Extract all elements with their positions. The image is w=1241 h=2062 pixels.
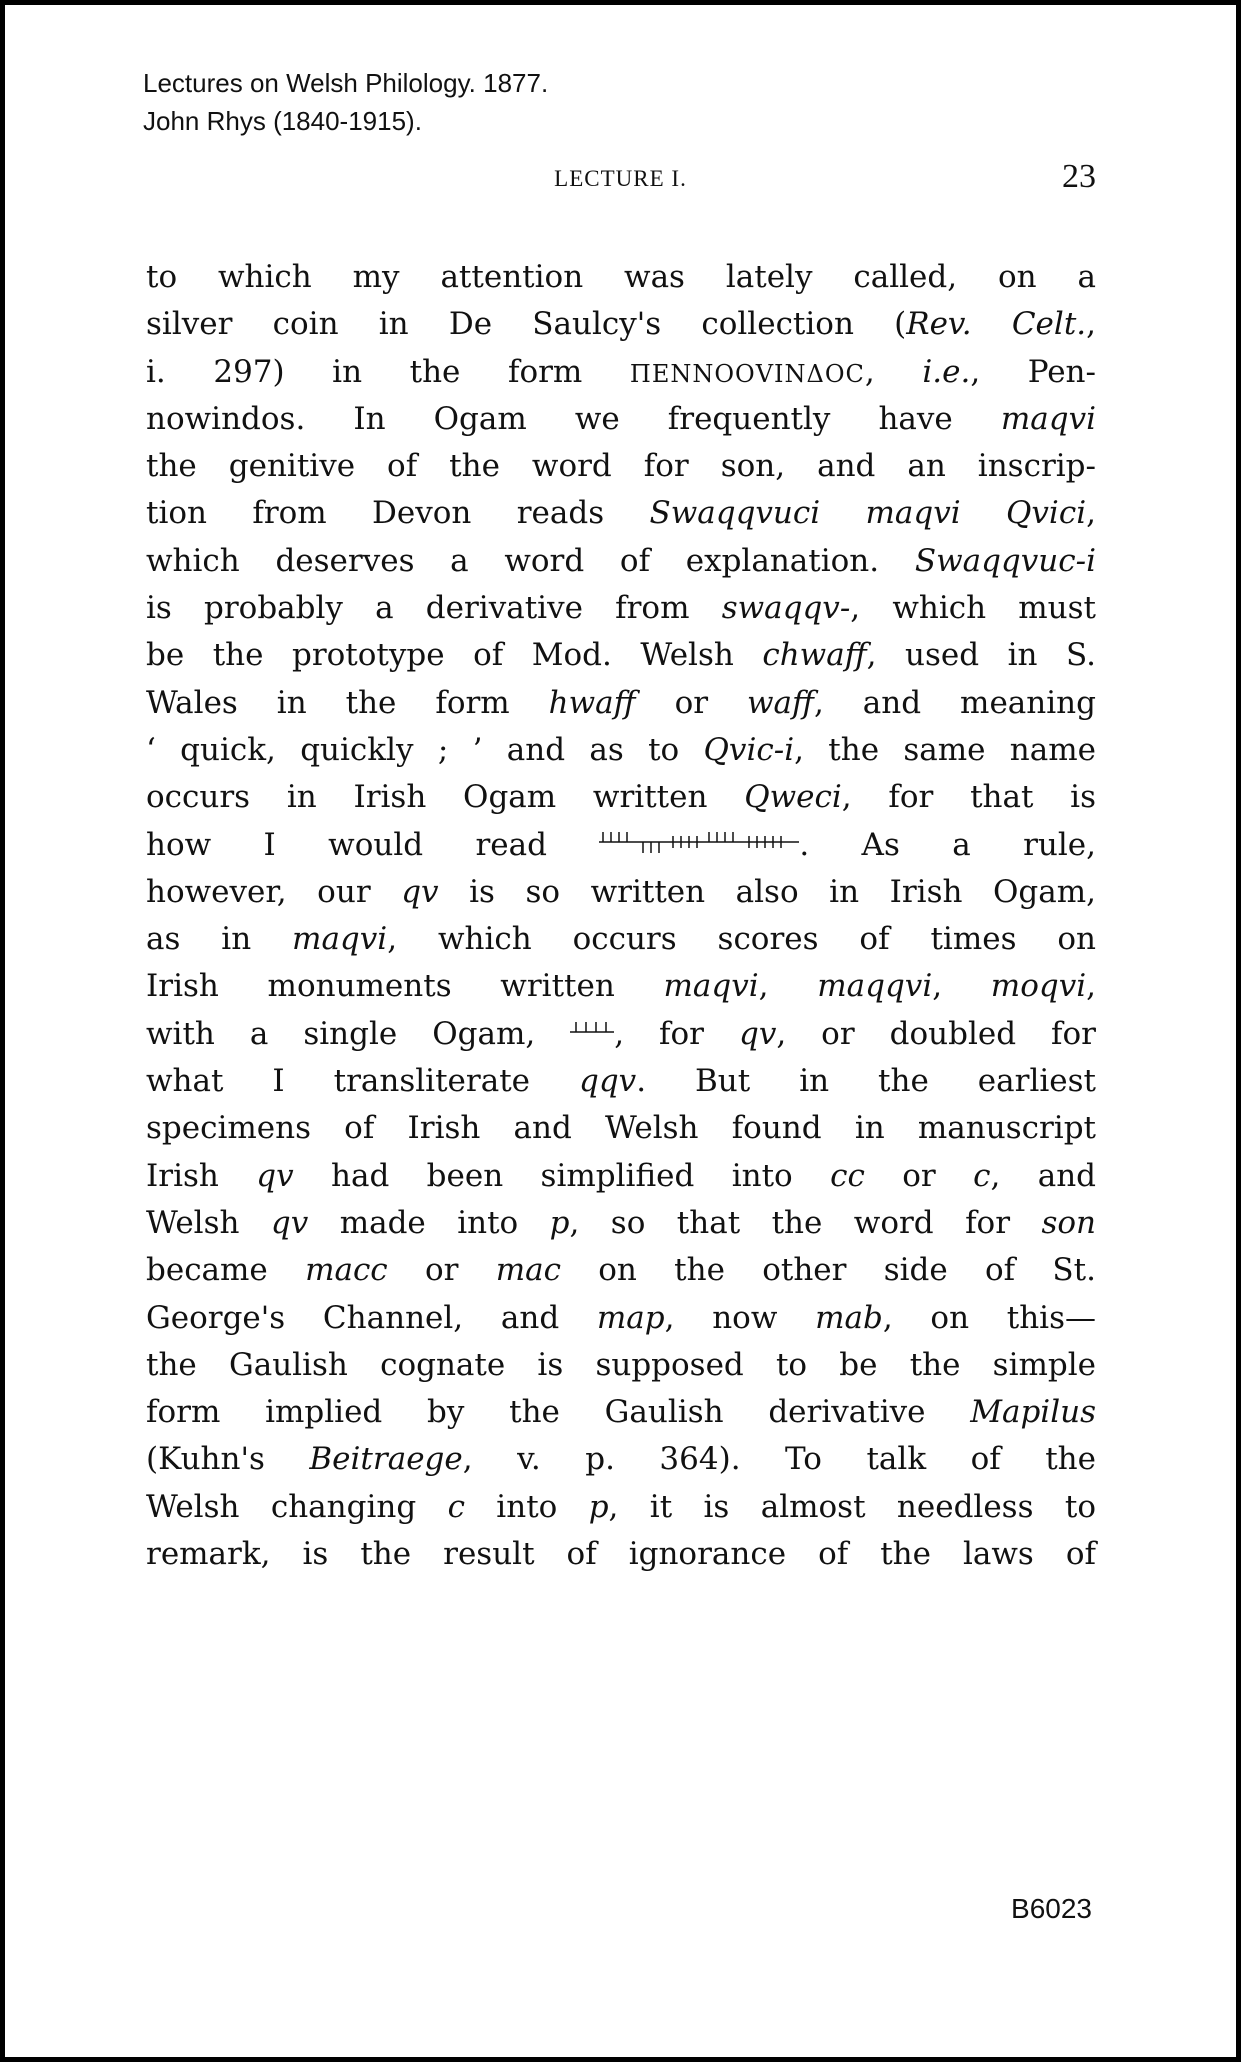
text-run: is so written also in Irish Ogam, bbox=[438, 873, 1096, 910]
text-line bbox=[146, 1011, 1096, 1058]
italic-term: c bbox=[973, 1157, 991, 1194]
text-line bbox=[146, 396, 1096, 443]
italic-term: Swaqqvuci maqvi Qvici bbox=[649, 495, 1087, 532]
text-run: , Pen- bbox=[970, 353, 1096, 390]
text-run: . As a rule, bbox=[799, 826, 1096, 863]
text-run: had been simplified into bbox=[293, 1157, 831, 1194]
text-run: George's Channel, and bbox=[146, 1299, 597, 1336]
text-run: which deserves a word of explanation. bbox=[146, 542, 915, 579]
italic-term: mac bbox=[495, 1252, 561, 1289]
text-line bbox=[146, 1342, 1096, 1389]
italic-term: qv bbox=[256, 1157, 294, 1194]
text-run: , so that the word for bbox=[569, 1204, 1042, 1241]
text-run: on the other side of St. bbox=[560, 1252, 1096, 1289]
text-line bbox=[146, 774, 1096, 821]
text-run: i. 297) in the form bbox=[146, 353, 630, 390]
text-run: , bbox=[1086, 306, 1096, 343]
text-line bbox=[146, 1153, 1096, 1200]
text-run: Irish bbox=[146, 1157, 257, 1194]
text-run: , bbox=[1086, 968, 1096, 1005]
text-run: occurs in Irish Ogam written bbox=[146, 779, 745, 816]
text-run: what I transliterate bbox=[146, 1063, 579, 1100]
italic-term: maqvi bbox=[292, 921, 388, 958]
text-run: , for bbox=[614, 1015, 739, 1052]
text-run: with a single Ogam, bbox=[146, 1015, 571, 1052]
italic-term: son bbox=[1041, 1204, 1097, 1241]
italic-term: Mapilus bbox=[970, 1394, 1096, 1431]
text-run: , v. p. 364). To talk of the bbox=[462, 1441, 1096, 1478]
italic-term: chwaff bbox=[762, 637, 867, 674]
text-run: form implied by the Gaulish derivative bbox=[146, 1394, 971, 1431]
text-line bbox=[146, 585, 1096, 632]
text-run: , which occurs scores of times on bbox=[387, 921, 1096, 958]
text-line bbox=[146, 1531, 1096, 1578]
italic-term: Qvic-i bbox=[703, 731, 795, 768]
text-line bbox=[146, 1105, 1096, 1152]
text-run: the genitive of the word for son, and an inscrip- bbox=[146, 448, 1096, 485]
text-run: , used in S. bbox=[866, 637, 1096, 674]
text-run: Welsh bbox=[146, 1204, 271, 1241]
italic-term: swaqqv- bbox=[721, 590, 851, 627]
italic-term: qqv bbox=[578, 1063, 637, 1100]
italic-term: c bbox=[447, 1488, 465, 1525]
text-run: or bbox=[387, 1252, 496, 1289]
italic-term: waff bbox=[747, 684, 814, 721]
italic-term: p bbox=[549, 1204, 570, 1241]
text-run: , bbox=[1086, 495, 1096, 532]
text-run: ‘ quick, quickly ; ’ and as to bbox=[146, 731, 704, 768]
text-run: , on this— bbox=[882, 1299, 1097, 1336]
text-line bbox=[146, 349, 1096, 396]
italic-term: map bbox=[596, 1299, 665, 1336]
italic-term: maqvi bbox=[663, 968, 759, 1005]
text-line bbox=[146, 490, 1096, 537]
text-line bbox=[146, 1484, 1096, 1531]
text-line bbox=[146, 1389, 1096, 1436]
text-run: Irish monuments written bbox=[146, 968, 664, 1005]
text-run: , for that is bbox=[841, 779, 1097, 816]
italic-term: Qweci bbox=[744, 779, 842, 816]
text-run: specimens of Irish and Welsh found in manuscript bbox=[146, 1110, 1096, 1147]
text-line bbox=[146, 538, 1096, 585]
text-run: or bbox=[635, 684, 748, 721]
text-run: made into bbox=[308, 1204, 550, 1241]
greek-inscription: ΠΕΝΝΟΟVΙΝΔΟC bbox=[629, 359, 865, 388]
text-run: into bbox=[464, 1488, 589, 1525]
text-run: Welsh changing bbox=[146, 1488, 448, 1525]
italic-term: hwaff bbox=[548, 684, 636, 721]
text-line bbox=[146, 916, 1096, 963]
text-line bbox=[146, 727, 1096, 774]
text-line bbox=[146, 1247, 1096, 1294]
running-head: LECTURE I. bbox=[554, 166, 687, 191]
footer-code: B6023 bbox=[1011, 1893, 1092, 1924]
text-run: as in bbox=[146, 921, 293, 958]
italic-term: macc bbox=[305, 1252, 388, 1289]
text-run: , which must bbox=[850, 590, 1096, 627]
text-line bbox=[146, 1295, 1096, 1342]
text-run: is probably a derivative from bbox=[146, 590, 722, 627]
text-run: , bbox=[932, 968, 991, 1005]
italic-term: p bbox=[588, 1488, 609, 1525]
text-run: be the prototype of Mod. Welsh bbox=[146, 637, 763, 674]
text-run: silver coin in De Saulcy's collection ( bbox=[146, 306, 907, 343]
text-run: , and bbox=[990, 1157, 1096, 1194]
text-run: . But in the earliest bbox=[636, 1063, 1096, 1100]
text-run: or bbox=[864, 1157, 974, 1194]
text-run: , bbox=[864, 353, 923, 390]
italic-term: maqqvi bbox=[817, 968, 933, 1005]
text-line bbox=[146, 632, 1096, 679]
text-run: to which my attention was lately called, on a bbox=[146, 259, 1096, 295]
text-run: the Gaulish cognate is supposed to be the simple bbox=[146, 1346, 1096, 1383]
italic-term: qv bbox=[738, 1015, 777, 1052]
text-run: became bbox=[146, 1252, 306, 1289]
text-line bbox=[146, 1436, 1096, 1483]
text-line bbox=[146, 963, 1096, 1010]
italic-term: Swaqqvuc-i bbox=[914, 542, 1096, 579]
text-run: how I would read bbox=[146, 826, 600, 863]
text-line bbox=[146, 1200, 1096, 1247]
text-line bbox=[146, 869, 1096, 916]
body-text bbox=[146, 254, 1096, 1578]
italic-term: Beitraege bbox=[309, 1441, 463, 1478]
text-run: Wales in the form bbox=[146, 684, 549, 721]
book-title: Lectures on Welsh Philology. 1877. bbox=[143, 68, 549, 98]
text-run: , bbox=[758, 968, 818, 1005]
text-run: , and meaning bbox=[814, 684, 1096, 721]
italic-term: mab bbox=[815, 1299, 883, 1336]
italic-term: qv bbox=[401, 873, 439, 910]
page-number: 23 bbox=[1062, 158, 1096, 195]
text-run: , it is almost needless to bbox=[608, 1488, 1096, 1525]
italic-term: i.e. bbox=[922, 353, 971, 390]
text-run: , the same name bbox=[794, 731, 1096, 768]
ogam-qv-icon bbox=[570, 1012, 614, 1059]
author-line: John Rhys (1840-1915). bbox=[143, 106, 422, 136]
italic-term: moqvi bbox=[990, 968, 1087, 1005]
text-run: however, our bbox=[146, 873, 402, 910]
italic-term: maqvi bbox=[1000, 400, 1096, 437]
text-run: , or doubled for bbox=[776, 1015, 1096, 1052]
text-line bbox=[146, 1058, 1096, 1105]
text-line bbox=[146, 680, 1096, 727]
ogam-qweci-icon bbox=[599, 822, 799, 869]
text-run: nowindos. In Ogam we frequently have bbox=[146, 400, 1001, 437]
text-run: tion from Devon reads bbox=[146, 495, 650, 532]
italic-term: cc bbox=[830, 1157, 865, 1194]
text-line bbox=[146, 301, 1096, 348]
text-run: (Kuhn's bbox=[146, 1441, 310, 1478]
text-line bbox=[146, 443, 1096, 490]
italic-term: Rev. Celt. bbox=[906, 306, 1087, 343]
text-run: , now bbox=[664, 1299, 816, 1336]
text-line bbox=[146, 254, 1096, 301]
text-run: remark, is the result of ignorance of the laws of bbox=[146, 1536, 1096, 1573]
italic-term: qv bbox=[270, 1204, 309, 1241]
text-line bbox=[146, 822, 1096, 869]
